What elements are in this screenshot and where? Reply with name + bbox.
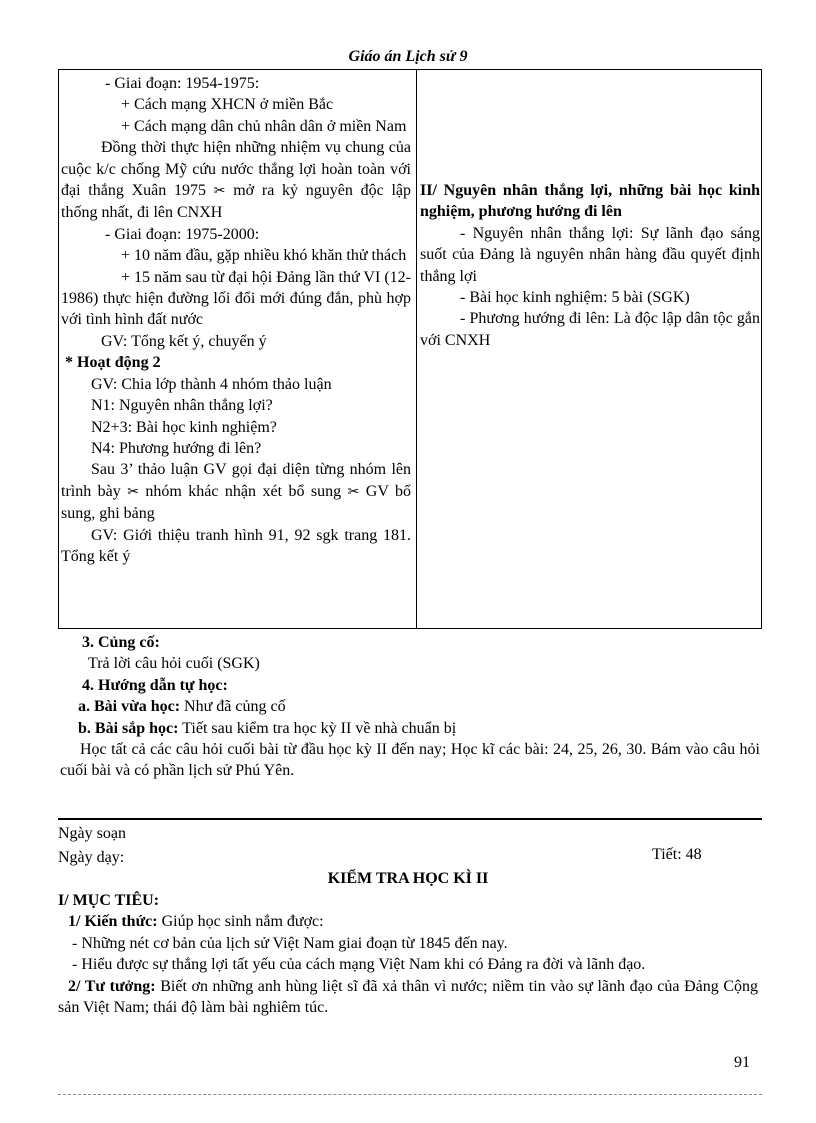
stage2-title: - Giai đoạn: 1975-2000: [105, 225, 260, 243]
stage1-item2: + Cách mạng dân chủ nhân dân ở miền Nam [121, 117, 407, 135]
stage2-item2: + 15 năm sau từ đại hội Đảng lần thứ VI (12-1986) thực hiện đường lối đổi mới đúng đắn, phù hợp với tình hình đất nước [61, 268, 411, 329]
footer-line [58, 1094, 762, 1095]
page-number: 91 [734, 1054, 750, 1071]
cause-text: - Nguyên nhân thắng lợi: Sự lãnh đạo sáng suốt của Đảng là nguyên nhân hàng đầu quyết định thắng lợi [420, 224, 760, 285]
page-header: Giáo án Lịch sử 9 [348, 48, 468, 65]
study-detail: Học tất cả các câu hỏi cuối bài từ đầu học kỳ II đến nay; Học kĩ các bài: 24, 25, 26, 30. Bám vào câu hỏi cuối bài và có phần lịch sử Phú Yên. [60, 741, 760, 780]
lesson-table [58, 69, 762, 629]
gv-summary: GV: Tổng kết ý, chuyển ý [101, 332, 267, 350]
self-study-title: 4. Hướng dẫn tự học: [82, 676, 228, 694]
knowledge-item1: - Những nét cơ bản của lịch sử Việt Nam giai đoạn từ 1845 đến nay. [72, 934, 508, 952]
scissors-icon: ✂ [127, 483, 139, 500]
discuss-c: GV bổ sung, ghi bảng [61, 482, 412, 523]
column-divider [416, 70, 417, 628]
activity2-title: * Hoạt động 2 [65, 354, 161, 372]
discussion-paragraph [61, 459, 411, 524]
lessons-text: - Bài học kinh nghiệm: 5 bài (SGK) [460, 289, 690, 307]
n23-question: N2+3: Bài học kinh nghiệm? [91, 418, 277, 436]
period-number: Tiết: 48 [652, 846, 702, 863]
scissors-icon: ✂ [347, 483, 360, 500]
discuss-b: nhóm khác nhận xét bổ sung [145, 482, 342, 500]
knowledge-item2: - Hiểu được sự thắng lợi tất yếu của cách mạng Việt Nam khi có Đảng ra đời và lãnh đạo. [72, 956, 646, 974]
discuss-a: Sau 3’ thảo luận GV gọi đại diện từng nhóm lên trình bày [61, 461, 411, 500]
n1-question: N1: Nguyên nhân thắng lợi? [91, 397, 273, 415]
objectives-section [58, 890, 758, 1018]
n4-question: N4: Phương hướng đi lên? [91, 439, 262, 457]
gv-intro: GV: Giới thiệu tranh hình 91, 92 sgk trang 181. Tổng kết ý [61, 526, 411, 565]
direction-text: - Phương hướng đi lên: Là độc lập dân tộc gắn với CNXH [420, 310, 760, 349]
section-divider [58, 818, 762, 820]
stage1-para-a: Đồng thời thực hiện những nhiệm vụ chung của cuộc k/c chống Mỹ cứu nước thắng lợi hoàn toàn với đại thắng Xuân 1975 [61, 139, 411, 200]
stage2-item1: + 10 năm đầu, gặp nhiều khó khăn thử thách [121, 247, 407, 265]
prep-date: Ngày soạn [58, 825, 126, 842]
gv-divide: GV: Chia lớp thành 4 nhóm thảo luận [91, 375, 332, 393]
stage1-para-b: mở ra kỷ nguyên độc lập thống nhất, đi lên CNXH [61, 182, 412, 222]
teacher-activity-column [61, 73, 411, 567]
consolidation-section [60, 632, 760, 782]
recent-lesson: a. Bài vừa học: Như đã củng cố [78, 698, 286, 716]
teach-date: Ngày dạy: [58, 849, 125, 866]
consolidation-text: Trả lời câu hỏi cuối (SGK) [88, 655, 260, 673]
stage1-paragraph [61, 137, 411, 224]
exam-title: KIỂM TRA HỌC KÌ II [327, 870, 489, 887]
stage1-title: - Giai đoạn: 1954-1975: [105, 75, 260, 92]
stage1-item1: + Cách mạng XHCN ở miền Bắc [121, 96, 334, 114]
next-lesson: b. Bài sắp học: Tiết sau kiểm tra học kỳ II về nhà chuẩn bị [78, 719, 457, 737]
consolidation-title: 3. Củng cố: [82, 634, 160, 651]
scissors-icon: ✂ [213, 183, 226, 200]
objectives-title: I/ MỤC TIÊU: [58, 892, 160, 909]
knowledge-heading: 1/ Kiến thức: Giúp học sinh nắm được: [68, 913, 324, 931]
thought-paragraph: 2/ Tư tưởng: Biết ơn những anh hùng liệt sĩ đã xả thân vì nước; niềm tin vào sự lãnh đạo của Đảng Cộng sản Việt Nam; thái độ làm bài nghiêm túc. [58, 977, 758, 1017]
section-title: II/ Nguyên nhân thắng lợi, những bài học kinh nghiệm, phương hướng đi lên [420, 182, 760, 221]
content-column [420, 180, 760, 351]
